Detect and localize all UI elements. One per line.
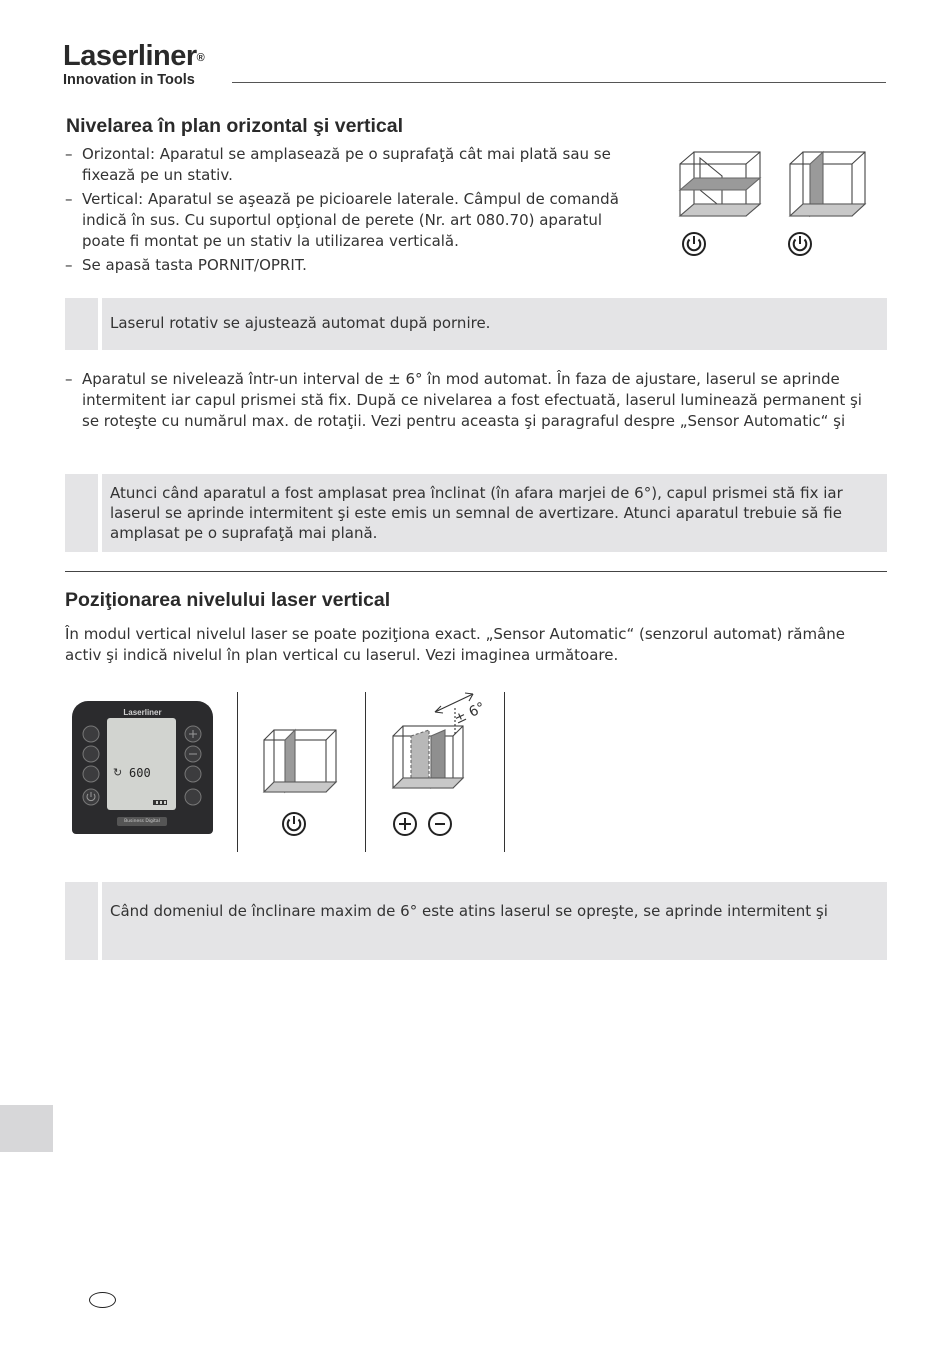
- brand-logo: [63, 40, 204, 88]
- power-icon: [283, 813, 305, 835]
- tilt-adjust-illustration: [385, 690, 500, 842]
- note-box-tilt-warning: [65, 474, 887, 552]
- figure-separator: [504, 692, 505, 852]
- brand-tagline: Innovation in Tools: [63, 72, 195, 88]
- angle-label: ± 6°: [451, 699, 488, 728]
- auto-leveling-list: [65, 369, 880, 435]
- note-text: Când domeniul de înclinare maxim de 6° este atins laserul se opreşte, se aprinde intermitent şi: [110, 902, 828, 920]
- list-item: – Aparatul se nivelează într-un interval de ± 6° în mod automat. În faza de ajustare, laserul se aprinde intermitent iar capul prismei stă fix. După ce nivelarea a fost efectuată, laserul luminează permanent şi se roteşte cu numărul max. de rotaţii. Vezi pentru aceasta şi paragraful despre „Sensor Automatic“ şi: [65, 370, 862, 430]
- language-code-oval: [89, 1292, 116, 1308]
- note-text: Atunci când aparatul a fost amplasat prea înclinat (în afara marjei de 6°), capul prismei stă fix iar laserul se aprinde intermitent şi este emis un semnal de avertizare. Atunci aparatul trebuie să fie amplasat pe o suprafaţă mai plană.: [110, 484, 843, 542]
- figure-separator: [365, 692, 366, 852]
- panel-button: [83, 766, 99, 782]
- note-tab: [65, 298, 98, 350]
- leveling-steps-list: [65, 144, 637, 279]
- figure-separator: [237, 692, 238, 852]
- note-text: Laserul rotativ se ajustează automat după pornire.: [110, 314, 491, 332]
- cube-horizontal-icon: [680, 152, 760, 216]
- cube-vertical-icon: [264, 730, 336, 792]
- plus-icon: [394, 813, 416, 835]
- leveling-illustration: [672, 146, 872, 261]
- brand-name: Laserliner: [63, 40, 197, 72]
- control-panel-illustration: [72, 701, 213, 834]
- panel-button: [83, 746, 99, 762]
- section-divider: [65, 571, 887, 572]
- power-icon: [683, 233, 705, 255]
- panel-button: [83, 726, 99, 742]
- note-tab: [65, 882, 98, 960]
- cube-vertical-icon: [790, 152, 865, 216]
- list-item: – Orizontal: Aparatul se amplasează pe o suprafaţă cât mai plată sau se fixează pe un stativ.: [65, 145, 611, 184]
- rotation-icon: ↻: [113, 766, 123, 779]
- cube-tilted-icon: [393, 726, 463, 788]
- vertical-positioning-intro: În modul vertical nivelul laser se poate poziţiona exact. „Sensor Automatic“ (senzorul automat) rămâne activ şi indică nivelul în plan vertical cu laserul. Vezi imaginea următoare.: [65, 625, 846, 664]
- power-icon: [789, 233, 811, 255]
- section-title-vertical-positioning: Poziţionarea nivelului laser vertical: [65, 589, 391, 611]
- header-rule: [232, 82, 886, 83]
- minus-icon: [429, 813, 451, 835]
- list-item: – Se apasă tasta PORNIT/OPRIT.: [65, 256, 307, 274]
- panel-button: [185, 789, 201, 805]
- device-plate: Business Digital: [117, 817, 167, 826]
- panel-button: [185, 766, 201, 782]
- display-value: 600: [129, 766, 151, 780]
- section-title-leveling: Nivelarea în plan orizontal şi vertical: [66, 115, 404, 137]
- note-tab: [65, 474, 98, 552]
- vertical-mode-illustration: [258, 722, 343, 842]
- brand-registered-mark: ®: [196, 52, 205, 64]
- note-box-max-tilt: [65, 882, 887, 960]
- device-brand: Laserliner: [123, 708, 162, 717]
- list-item: – Vertical: Aparatul se aşează pe picioarele laterale. Câmpul de comandă indică în sus. Cu suportul opţional de perete (Nr. art 080.70) aparatul poate fi montat pe un stativ la utilizarea verticală.: [65, 190, 619, 250]
- chapter-side-tab: [0, 1105, 53, 1152]
- note-box-auto-adjust: [65, 298, 887, 350]
